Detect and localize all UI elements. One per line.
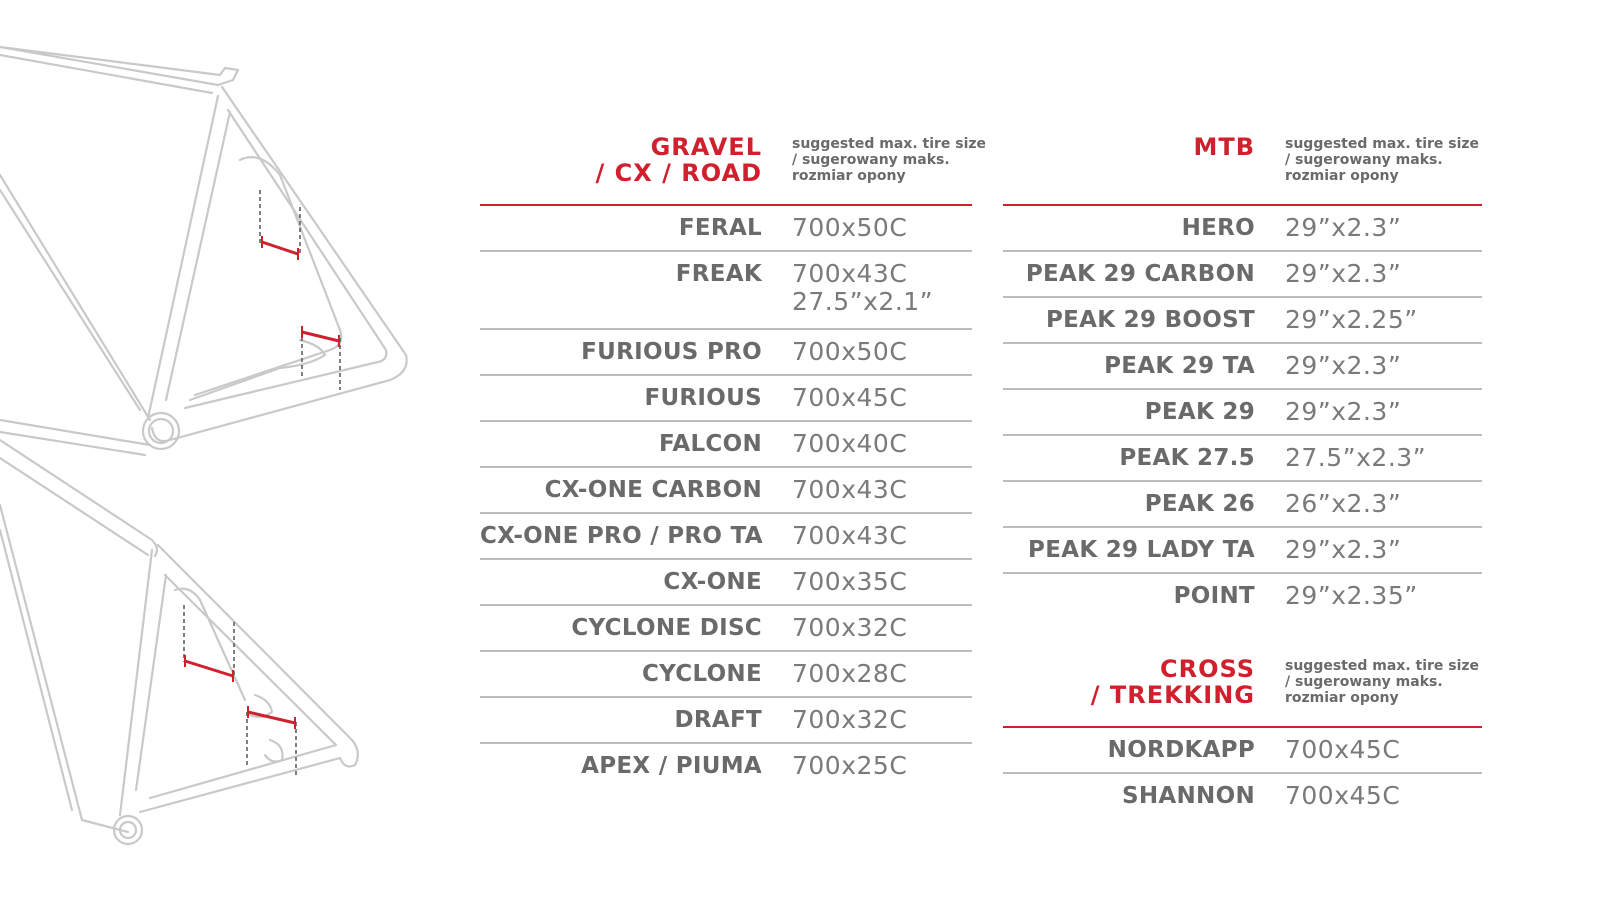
table-row — [1003, 390, 1482, 436]
column-caption — [792, 136, 986, 184]
tire-size-value: 700x50C — [792, 337, 908, 366]
model-name: PEAK 29 BOOST — [1045, 307, 1255, 333]
model-name: PEAK 29 — [1144, 399, 1255, 425]
model-name: APEX / PIUMA — [581, 753, 762, 779]
tire-size — [792, 338, 907, 366]
model-name: FURIOUS — [644, 385, 762, 411]
tire-size — [1285, 736, 1400, 764]
tire-size-value: 26”x2.3” — [1285, 489, 1402, 518]
model-name: CYCLONE DISC — [571, 615, 762, 641]
table-row — [480, 744, 972, 788]
tire-size-value: 700x25C — [792, 751, 908, 780]
tire-size — [1285, 214, 1401, 242]
model-name: HERO — [1181, 215, 1255, 241]
table-row — [480, 652, 972, 698]
caption-line1: suggested max. tire size — [1285, 658, 1480, 674]
tire-size-value: 700x43C — [792, 521, 908, 550]
table-row — [480, 698, 972, 744]
table-header — [1003, 656, 1482, 728]
table-row — [1003, 206, 1482, 252]
mtb-frame-illustration — [0, 440, 358, 844]
caption-line3: rozmiar opony — [1285, 168, 1399, 184]
model-name: FREAK — [675, 261, 762, 287]
table-row — [1003, 482, 1482, 528]
bike-frame-illustrations — [0, 0, 440, 897]
model-name: POINT — [1173, 583, 1255, 609]
table-row — [1003, 774, 1482, 818]
tire-size-value: 29”x2.25” — [1285, 305, 1418, 334]
tire-size — [792, 752, 907, 780]
category-title-line1: GRAVEL — [650, 133, 762, 161]
caption-line2: / sugerowany maks. — [792, 152, 950, 168]
tire-size-value: 29”x2.35” — [1285, 581, 1418, 610]
caption-line2: / sugerowany maks. — [1285, 674, 1443, 690]
table-row — [480, 560, 972, 606]
model-name: CYCLONE — [641, 661, 762, 687]
column-caption — [1285, 136, 1479, 184]
caption-line3: rozmiar opony — [792, 168, 906, 184]
caption-line1: suggested max. tire size — [1285, 136, 1480, 152]
tire-size-value: 700x50C — [792, 213, 908, 242]
category-title-line1: CROSS — [1160, 655, 1255, 683]
tire-size-value: 700x32C — [792, 613, 908, 642]
model-name: PEAK 27.5 — [1119, 445, 1255, 471]
table-row — [1003, 436, 1482, 482]
model-name: FALCON — [658, 431, 762, 457]
gravel-cx-road-table — [480, 133, 987, 788]
column-caption — [1285, 658, 1479, 706]
tire-size-value: 29”x2.3” — [1285, 535, 1402, 564]
tire-size — [1285, 352, 1401, 380]
model-name: DRAFT — [674, 707, 762, 733]
table-row — [480, 514, 972, 560]
tire-size — [792, 568, 907, 596]
model-name: PEAK 29 TA — [1104, 353, 1255, 379]
tire-size-value: 29”x2.3” — [1285, 397, 1402, 426]
tire-size — [792, 706, 907, 734]
tire-size — [1285, 306, 1418, 334]
tire-size — [792, 660, 907, 688]
tire-size-value: 700x45C — [1285, 735, 1401, 764]
table-row — [480, 422, 972, 468]
model-name: FERAL — [678, 215, 762, 241]
table-row — [480, 330, 972, 376]
model-name: CX-ONE PRO / PRO TA — [480, 523, 763, 549]
tire-size — [792, 614, 907, 642]
model-name: PEAK 29 LADY TA — [1028, 537, 1255, 563]
tire-size-value: 700x43C — [792, 259, 908, 288]
table-row — [480, 376, 972, 422]
model-name: CX-ONE CARBON — [544, 477, 762, 503]
model-name: SHANNON — [1121, 783, 1255, 809]
category-title — [1003, 656, 1255, 708]
tire-size-value: 27.5”x2.3” — [1285, 443, 1427, 472]
model-name: FURIOUS PRO — [581, 339, 762, 365]
tire-size-value: 700x32C — [792, 705, 908, 734]
tire-size-value: 700x45C — [792, 383, 908, 412]
tire-size-value: 29”x2.3” — [1285, 213, 1402, 242]
tire-size — [792, 476, 907, 504]
tire-size — [792, 522, 907, 550]
table-row — [1003, 574, 1482, 618]
model-name: CX-ONE — [663, 569, 762, 595]
table-row — [480, 606, 972, 652]
tire-size-value: 700x40C — [792, 429, 908, 458]
tire-size — [792, 260, 933, 316]
caption-line1: suggested max. tire size — [792, 136, 987, 152]
tire-size-value: 700x45C — [1285, 781, 1401, 810]
table-row — [1003, 728, 1482, 774]
table-row — [480, 468, 972, 514]
tire-size — [1285, 398, 1401, 426]
tire-size — [1285, 260, 1401, 288]
table-row — [480, 252, 972, 330]
category-title-line2: / TREKKING — [1090, 681, 1255, 709]
model-name: NORDKAPP — [1107, 737, 1255, 763]
tire-size — [792, 384, 907, 412]
tire-size — [1285, 536, 1401, 564]
category-title-line2: / CX / ROAD — [595, 159, 762, 187]
category-title — [1003, 134, 1255, 160]
table-row — [1003, 298, 1482, 344]
model-name: PEAK 26 — [1144, 491, 1255, 517]
table-row — [1003, 528, 1482, 574]
category-title — [480, 134, 762, 186]
tire-size-alt-value: 27.5”x2.1” — [792, 287, 934, 316]
table-row — [1003, 252, 1482, 298]
tire-size — [792, 214, 907, 242]
tire-size-value: 700x35C — [792, 567, 908, 596]
category-title-line1: MTB — [1193, 133, 1255, 161]
table-row — [480, 206, 972, 252]
caption-line2: / sugerowany maks. — [1285, 152, 1443, 168]
road-frame-illustration — [0, 47, 407, 455]
caption-line3: rozmiar opony — [1285, 690, 1399, 706]
tire-size — [792, 430, 907, 458]
tire-size — [1285, 582, 1418, 610]
tire-size-value: 700x43C — [792, 475, 908, 504]
cross-trekking-table — [1003, 656, 1482, 818]
tire-size-value: 700x28C — [792, 659, 908, 688]
tire-size-value: 29”x2.3” — [1285, 259, 1402, 288]
table-row — [1003, 344, 1482, 390]
tire-size — [1285, 782, 1400, 810]
mtb-table — [1003, 134, 1482, 618]
tire-size — [1285, 444, 1426, 472]
tire-size-value: 29”x2.3” — [1285, 351, 1402, 380]
table-header — [1003, 134, 1482, 206]
tire-size — [1285, 490, 1401, 518]
model-name: PEAK 29 CARBON — [1025, 261, 1255, 287]
table-header — [480, 133, 987, 206]
